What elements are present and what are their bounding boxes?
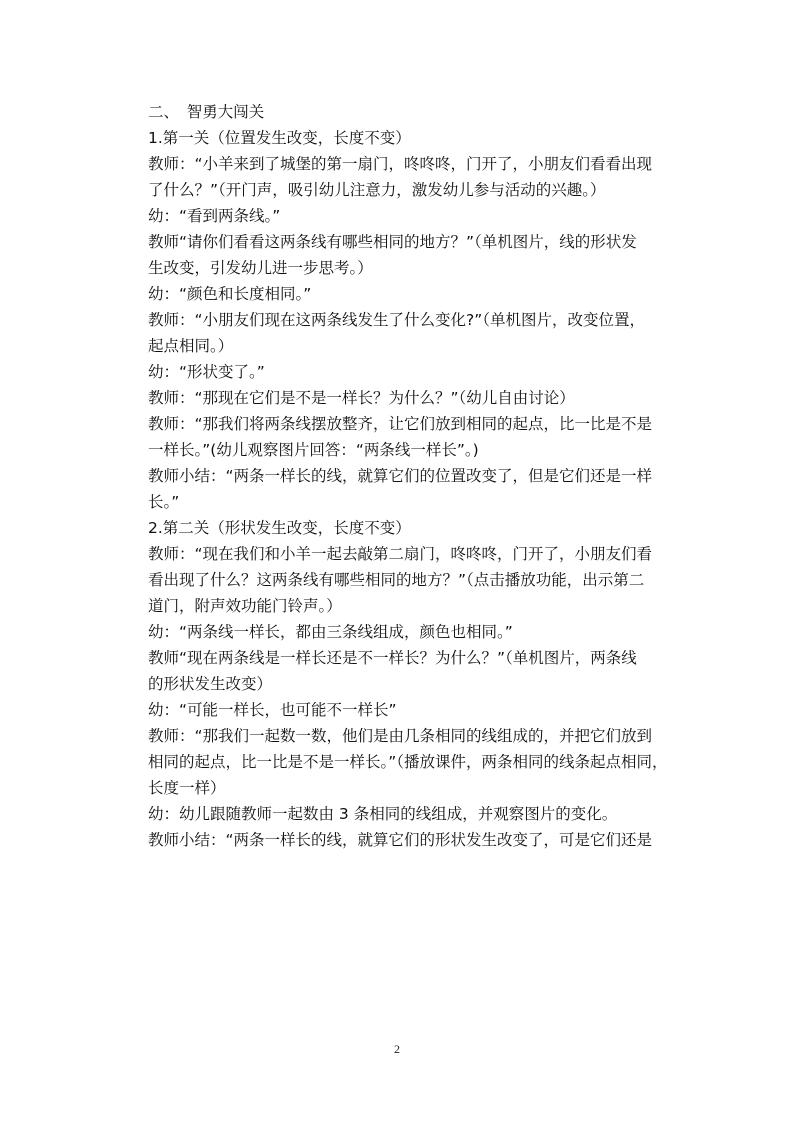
page-number: 2: [394, 1042, 400, 1056]
text-line: 生改变，引发幼儿进一步思考。）: [148, 259, 373, 277]
text-line: 教师：“小朋友们现在这两条线发生了什么变化?”（单机图片，改变位置，: [148, 311, 646, 329]
section-heading: 二、 智勇大闯关: [148, 103, 265, 121]
text-line: 教师小结：“两条一样长的线，就算它们的形状发生改变了，可是它们还是: [148, 831, 653, 849]
text-line: 幼：“可能一样长，也可能不一样长”: [148, 701, 397, 719]
text-line: 教师：“现在我们和小羊一起去敲第二扇门，咚咚咚，门开了，小朋友们看: [148, 545, 653, 563]
subsection-heading: 2.第二关（形状发生改变，长度不变）: [148, 519, 411, 537]
text-line: 长。”: [148, 493, 180, 511]
text-line: 长度一样）: [148, 779, 226, 797]
text-line: 相同的起点，比一比是不是一样长。”（播放课件，两条相同的线条起点相同，: [148, 753, 668, 771]
text-line: 幼：“形状变了。”: [148, 363, 265, 381]
text-line: 教师：“那我们一起数一数，他们是由几条相同的线组成的，并把它们放到: [148, 727, 653, 745]
text-line: 道门，附声效功能门铃声。）: [148, 597, 342, 615]
text-line: 幼：幼儿跟随教师一起数由 3 条相同的线组成，并观察图片的变化。: [148, 805, 618, 823]
text-line: 幼：“两条线一样长，都由三条线组成，颜色也相同。”: [148, 623, 513, 641]
text-line: 教师“现在两条线是一样长还是不一样长？为什么？”（单机图片，两条线: [148, 649, 637, 667]
document-body: [148, 99, 683, 853]
text-line: 教师小结：“两条一样长的线，就算它们的位置改变了，但是它们还是一样: [148, 467, 653, 485]
text-line: 幼：“颜色和长度相同。”: [148, 285, 312, 303]
text-line: 看出现了什么？这两条线有哪些相同的地方？”（点击播放功能，出示第二: [148, 571, 645, 589]
text-line: 教师：“小羊来到了城堡的第一扇门，咚咚咚，门开了，小朋友们看看出现: [148, 155, 653, 173]
text-line: 一样长。”(幼儿观察图片回答：“两条线一样长”。): [148, 441, 479, 459]
text-line: 的形状发生改变）: [148, 675, 273, 693]
text-line: 了什么？”（开门声，吸引幼儿注意力，激发幼儿参与活动的兴趣。）: [148, 181, 606, 199]
subsection-heading: 1.第一关（位置发生改变，长度不变）: [148, 129, 411, 147]
text-line: 教师：“那我们将两条线摆放整齐，让它们放到相同的起点，比一比是不是: [148, 415, 653, 433]
text-line: 幼：“看到两条线。”: [148, 207, 281, 225]
text-line: 起点相同。）: [148, 337, 234, 355]
text-line: 教师“请你们看看这两条线有哪些相同的地方？”（单机图片，线的形状发: [148, 233, 637, 251]
text-line: 教师：“那现在它们是不是一样长？为什么？”（幼儿自由讨论）: [148, 389, 575, 407]
